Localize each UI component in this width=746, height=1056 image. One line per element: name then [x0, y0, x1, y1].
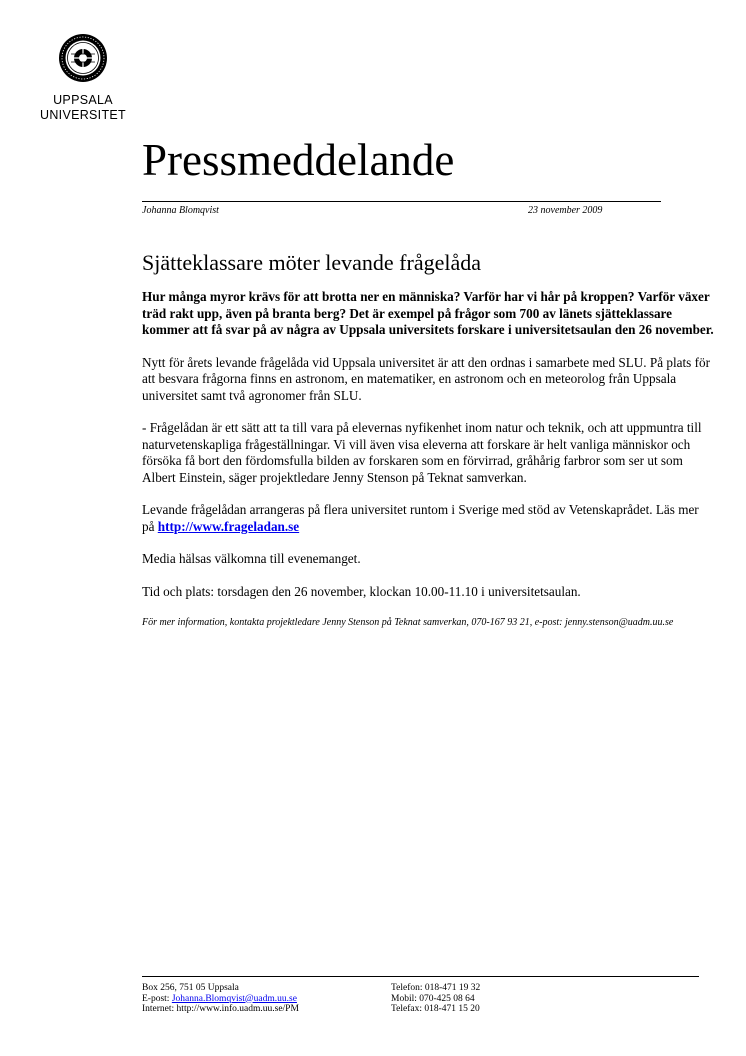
publish-date: 23 november 2009 — [528, 205, 603, 216]
footer-contact-left — [142, 983, 299, 1015]
footer-mobile: Mobil: 070-425 08 64 — [391, 993, 475, 1004]
footer-internet: Internet: http://www.info.uadm.uu.se/PM — [142, 1004, 299, 1014]
paragraph-5: Tid och plats: torsdagen den 26 november, klockan 10.00-11.10 i universitetsaulan. — [142, 583, 581, 599]
paragraph-3-text: Levande frågelådan arrangeras på flera universitet runtom i Sverige med stöd av Vetenskaprådet. Läs mer på — [142, 502, 699, 534]
footer-phone: Telefon: 018-471 19 32 — [391, 983, 481, 993]
article-headline: Sjätteklassare möter levande frågelåda — [142, 250, 482, 275]
paragraph-2: - Frågelådan är ett sätt att ta till vara på elevernas nyfikenhet inom natur och teknik, och att uppmuntra till naturvetenskapliga frågeställningar. Vi vill även visa eleverna att forskare är helt vanliga människor och försöka få bort den fördomsfulla bilden av forskaren som en förvirrad, gråhårig farbror som ser ut som Albert Einstein, säger projektledare Jenny Stenson på Teknat samverkan. — [142, 420, 702, 485]
footer-email-link[interactable]: Johanna.Blomqvist@uadm.uu.se — [171, 993, 297, 1004]
footer-address: Box 256, 751 05 Uppsala — [142, 983, 239, 993]
university-seal-icon — [58, 33, 108, 83]
footer-email-label: E-post: — [142, 993, 172, 1004]
footer-contact-right — [391, 983, 480, 1015]
footer-fax: Telefax: 018-471 15 20 — [391, 1004, 480, 1014]
footer-email-line — [142, 994, 299, 1005]
paragraph-1: Nytt för årets levande frågelåda vid Uppsala universitet är att den ordnas i samarbete med SLU. På plats för att besvara frågorna finns en astronom, en matematiker, en astronom och en meteorolog från Uppsala universitet samt två agronomer från SLU. — [142, 354, 710, 403]
frageladan-link[interactable]: http://www.frageladan.se — [157, 518, 300, 534]
article-body — [142, 289, 714, 645]
header-divider — [142, 201, 661, 202]
paragraph-4: Media hälsas välkomna till evenemanget. — [142, 551, 361, 566]
paragraph-3 — [142, 502, 714, 535]
university-logo — [39, 33, 127, 123]
author-name: Johanna Blomqvist — [142, 205, 219, 216]
footer-divider — [142, 976, 699, 977]
contact-info: För mer information, kontakta projektledare Jenny Stenson på Teknat samverkan, 070-167 93 21, e-post: jenny.stenson@uadm.uu.se — [142, 617, 674, 628]
page-title: Pressmeddelande — [142, 135, 455, 185]
lead-paragraph: Hur många myror krävs för att brotta ner en människa? Varför har vi hår på kroppen? Varför växer träd rakt upp, även på branta berg? Det är exempel på frågor som 700 av länets sjätteklassare kommer att få svar på av några av Uppsala universitets forskare i universitetsaulan den 26 november. — [142, 289, 714, 337]
logo-line-universitet: UNIVERSITET — [40, 108, 126, 122]
logo-line-uppsala: UPPSALA — [53, 93, 113, 107]
